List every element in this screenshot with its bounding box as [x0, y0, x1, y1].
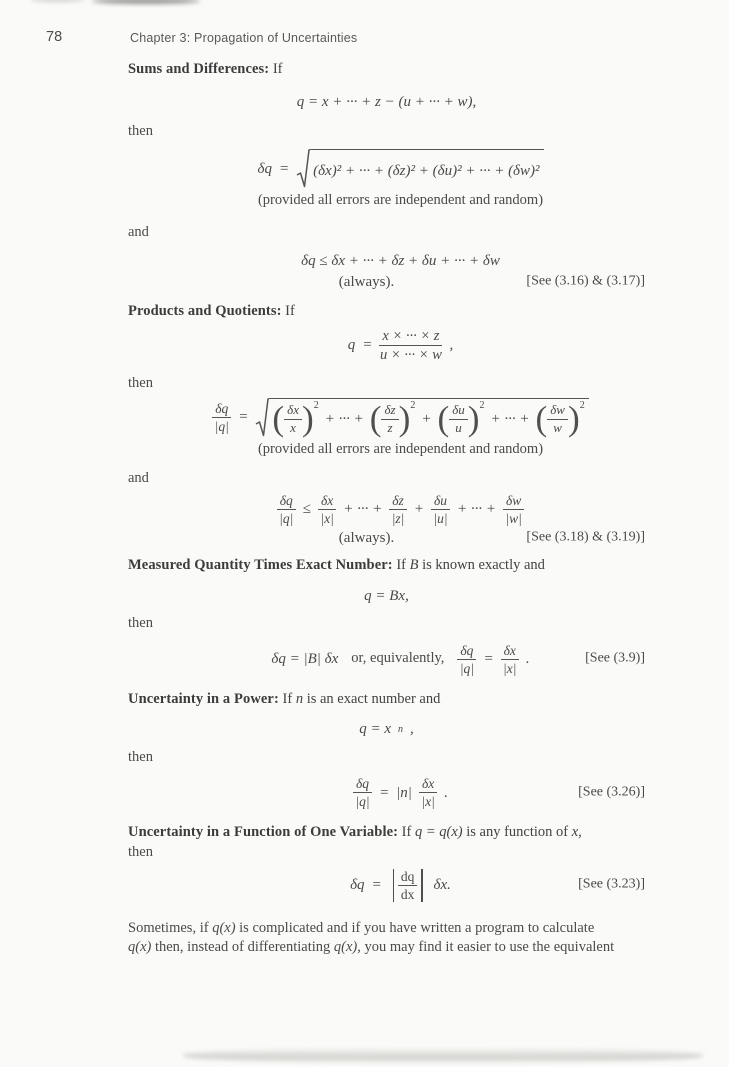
products-always-line: [128, 528, 645, 548]
products-def-fraction: $\frac{x \times \cdot\cdot\cdot \times z}{u \times \cdot\cdot\cdot \times w}$: [380, 327, 442, 363]
power-heading-bold: Uncertainty in a Power:: [128, 690, 279, 707]
sums-bound-text: δq ≤ δx + ··· + δz + δu + ··· + δw: [301, 252, 500, 269]
math-q-of-x: q = q(x): [414, 824, 463, 841]
period: .: [444, 784, 448, 801]
term-dz-over-absz: $\frac{\delta z}{|z|}$: [389, 493, 407, 526]
equals-sign: =: [278, 161, 290, 178]
radical-sign-icon: [296, 149, 310, 189]
page-content: [128, 60, 645, 958]
equals-sign: =: [371, 876, 382, 893]
function-rule-lhs: δq: [350, 876, 365, 893]
measured-rule-equation: [128, 643, 645, 676]
var-x: x,: [571, 824, 582, 841]
measured-see-reference: [See (3.9)]: [585, 650, 645, 666]
abs-n-coefficient: |n|: [396, 784, 412, 801]
sums-radicand: (δx)² + ··· + (δz)² + (δu)² + ··· + (δw)²: [310, 149, 543, 189]
equals-sign: =: [362, 337, 373, 354]
term-dw-over-w: ( $\frac{\delta w}{w}$ ) 2: [535, 399, 585, 439]
dx-over-x-fraction: $\frac{\delta x}{|x|}$: [419, 776, 437, 809]
radical-sign-icon: [255, 398, 269, 438]
term-dx-over-x: ( $\frac{\delta x}{x}$ ) 2: [272, 399, 319, 439]
term-dz-over-z: ( $\frac{\delta z}{z}$ ) 2: [369, 399, 416, 439]
products-heading: [128, 302, 645, 322]
closing-line-2: q(x) then, instead of differentiating q(x), you may find it easier to use the equivalent: [128, 939, 615, 956]
measured-rule-first: δq = |B| δx: [271, 651, 339, 668]
scan-shadow-bottom: [183, 1048, 703, 1063]
equals-sign: =: [238, 409, 249, 426]
plus-operator: +: [413, 501, 424, 518]
plus-dots-operator: + ··· +: [324, 410, 364, 427]
sums-definition-equation: [128, 92, 645, 112]
function-heading: Uncertainty in a Function of One Variable: If q = q(x) is any function of x,: [128, 824, 582, 841]
measured-def-text: q = Bx,: [364, 587, 409, 604]
function-rule-equation: [128, 869, 645, 902]
plus-operator: +: [421, 410, 432, 427]
always-note: (always).: [338, 529, 395, 546]
absolute-value-group: [389, 869, 427, 902]
and-label: and: [128, 470, 149, 487]
then-label: then: [128, 375, 153, 392]
always-note: (always).: [338, 273, 395, 290]
measured-heading: Measured Quantity Times Exact Number: If B is known exactly and: [128, 557, 545, 574]
closing-paragraph: [128, 919, 645, 958]
sums-see-reference: [See (3.16) & (3.17)]: [526, 273, 645, 289]
var-B: B: [409, 557, 419, 574]
abs-bar-right: [421, 869, 422, 902]
math-q-of-x: q(x),: [333, 939, 361, 956]
abs-bar-left: [393, 869, 394, 902]
sums-heading-if: If: [272, 61, 283, 77]
math-q-of-x: q(x): [212, 919, 236, 936]
less-equal-sign: ≤: [302, 501, 311, 518]
and-label: and: [128, 223, 149, 240]
square-root: [255, 398, 588, 438]
products-proviso: (provided all errors are independent and random): [257, 440, 544, 457]
plus-dots-operator: + ··· +: [490, 410, 530, 427]
sums-definition-text: q = x + ··· + z − (u + ··· + w),: [296, 93, 477, 110]
term-du-over-absu: $\frac{\delta u}{|u|}$: [431, 493, 450, 526]
sums-always-line: [128, 272, 645, 292]
products-see-reference: [See (3.18) & (3.19)]: [526, 529, 645, 545]
square-root: [296, 149, 543, 189]
term-du-over-u: ( $\frac{\delta u}{u}$ ) 2: [437, 399, 485, 439]
sums-rule-lhs: δq: [257, 161, 272, 178]
equals-sign: =: [483, 651, 494, 668]
then-label: then: [128, 843, 153, 860]
products-def-lhs: q: [347, 337, 356, 354]
sums-heading-bold: Sums and Differences:: [128, 61, 270, 77]
var-n: n: [295, 690, 304, 707]
products-bound-equation: [128, 493, 645, 526]
plus-dots-operator: + ··· +: [343, 501, 383, 518]
sums-proviso: (provided all errors are independent and random): [257, 192, 544, 209]
function-see-reference: [See (3.23)]: [578, 876, 645, 892]
dq-over-q-fraction: $\frac{\delta q}{|q|}$: [277, 493, 296, 526]
dq-dx-derivative-fraction: $\frac{dq}{dx}$: [398, 869, 418, 902]
dq-over-q-fraction: $\frac{\delta q}{|q|}$: [353, 776, 372, 809]
comma: ,: [449, 337, 454, 354]
dq-over-q-fraction: $\frac{\delta q}{|q|}$: [212, 401, 231, 434]
plus-dots-operator: + ··· +: [456, 501, 496, 518]
page-number: 78: [46, 29, 63, 45]
products-heading-if: If: [285, 303, 295, 319]
products-heading-bold: Products and Quotients:: [128, 303, 282, 319]
dq-over-q-fraction: $\frac{\delta q}{|q|}$: [457, 643, 476, 676]
power-definition-equation: q = x n ,: [359, 721, 414, 738]
term-dx-over-absx: $\frac{\delta x}{|x|}$: [318, 493, 336, 526]
power-see-reference: [See (3.26)]: [578, 784, 645, 800]
then-label: then: [128, 122, 153, 139]
running-head: Chapter 3: Propagation of Uncertainties: [130, 31, 358, 45]
or-equivalently-text: or, equivalently,: [351, 650, 445, 667]
scan-smudge-top: [92, 0, 200, 4]
scan-smudge-top-left: [30, 0, 85, 2]
closing-line-1: Sometimes, if q(x) is complicated and if you have written a program to calculate: [128, 919, 595, 936]
products-rule-equation: [128, 398, 645, 438]
sums-bound-equation: [128, 251, 645, 271]
sums-heading: [128, 60, 645, 80]
exponent-n: n: [398, 723, 404, 735]
function-rule-tail: δx.: [433, 876, 451, 893]
period: .: [525, 651, 530, 668]
power-rule-equation: [128, 776, 645, 809]
then-label: then: [128, 615, 153, 631]
term-dw-over-absw: $\frac{\delta w}{|w|}$: [503, 493, 524, 526]
power-heading: Uncertainty in a Power: If n is an exact number and: [128, 690, 441, 707]
function-heading-bold: Uncertainty in a Function of One Variable:: [128, 824, 399, 841]
measured-definition-equation: [128, 586, 645, 606]
measured-heading-bold: Measured Quantity Times Exact Number:: [128, 557, 393, 574]
sums-rule-equation: [128, 149, 645, 189]
math-q-of-x: q(x): [128, 939, 152, 956]
dx-over-x-fraction: $\frac{\delta x}{|x|}$: [501, 643, 519, 676]
equals-sign: =: [379, 784, 390, 801]
products-definition-equation: [128, 328, 645, 363]
products-radicand: [269, 398, 588, 438]
then-label: then: [128, 748, 153, 765]
